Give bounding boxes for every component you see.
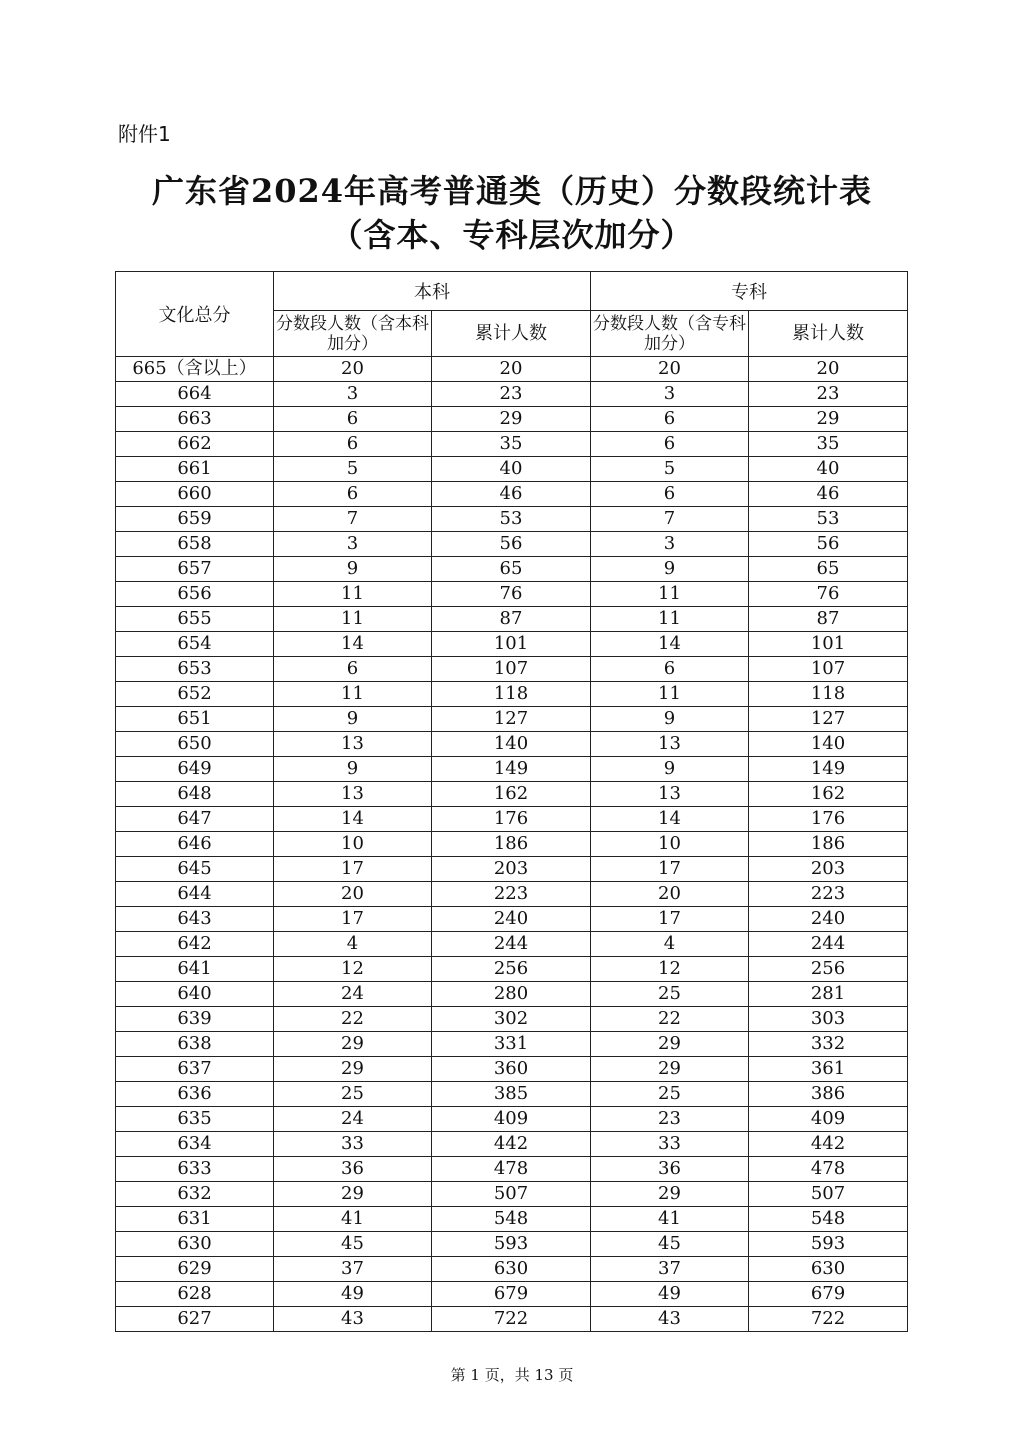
header-benke-cumulative: 累计人数 bbox=[432, 311, 591, 357]
zhuanke-segment-cell: 4 bbox=[591, 932, 749, 957]
zhuanke-segment-cell: 20 bbox=[591, 357, 749, 382]
score-cell: 630 bbox=[116, 1232, 274, 1257]
benke-cumulative-cell: 87 bbox=[432, 607, 591, 632]
zhuanke-segment-cell: 29 bbox=[591, 1032, 749, 1057]
score-cell: 652 bbox=[116, 682, 274, 707]
attachment-label: 附件1 bbox=[118, 122, 171, 146]
benke-cumulative-cell: 442 bbox=[432, 1132, 591, 1157]
score-cell: 661 bbox=[116, 457, 274, 482]
benke-cumulative-cell: 244 bbox=[432, 932, 591, 957]
page-footer: 第 1 页，共 13 页 bbox=[450, 1366, 574, 1384]
zhuanke-cumulative-cell: 722 bbox=[749, 1307, 908, 1332]
benke-cumulative-cell: 65 bbox=[432, 557, 591, 582]
score-cell: 664 bbox=[116, 382, 274, 407]
benke-cumulative-cell: 593 bbox=[432, 1232, 591, 1257]
zhuanke-segment-cell: 29 bbox=[591, 1182, 749, 1207]
benke-cumulative-cell: 56 bbox=[432, 532, 591, 557]
score-cell: 650 bbox=[116, 732, 274, 757]
benke-segment-cell: 3 bbox=[274, 532, 432, 557]
table-row bbox=[116, 1007, 908, 1032]
table-row bbox=[116, 682, 908, 707]
score-cell: 642 bbox=[116, 932, 274, 957]
score-cell: 632 bbox=[116, 1182, 274, 1207]
zhuanke-segment-cell: 7 bbox=[591, 507, 749, 532]
table-row bbox=[116, 857, 908, 882]
benke-segment-cell: 45 bbox=[274, 1232, 432, 1257]
benke-segment-cell: 6 bbox=[274, 432, 432, 457]
benke-segment-cell: 11 bbox=[274, 682, 432, 707]
score-cell: 639 bbox=[116, 1007, 274, 1032]
zhuanke-segment-cell: 23 bbox=[591, 1107, 749, 1132]
benke-cumulative-cell: 140 bbox=[432, 732, 591, 757]
zhuanke-cumulative-cell: 35 bbox=[749, 432, 908, 457]
benke-segment-cell: 17 bbox=[274, 857, 432, 882]
table-row bbox=[116, 407, 908, 432]
benke-cumulative-cell: 507 bbox=[432, 1182, 591, 1207]
zhuanke-cumulative-cell: 303 bbox=[749, 1007, 908, 1032]
zhuanke-cumulative-cell: 107 bbox=[749, 657, 908, 682]
benke-segment-cell: 29 bbox=[274, 1032, 432, 1057]
score-cell: 641 bbox=[116, 957, 274, 982]
table-row bbox=[116, 532, 908, 557]
benke-cumulative-cell: 548 bbox=[432, 1207, 591, 1232]
benke-segment-cell: 20 bbox=[274, 882, 432, 907]
score-cell: 640 bbox=[116, 982, 274, 1007]
score-cell: 662 bbox=[116, 432, 274, 457]
zhuanke-segment-cell: 22 bbox=[591, 1007, 749, 1032]
zhuanke-cumulative-cell: 65 bbox=[749, 557, 908, 582]
zhuanke-segment-cell: 3 bbox=[591, 382, 749, 407]
score-cell: 629 bbox=[116, 1257, 274, 1282]
benke-cumulative-cell: 478 bbox=[432, 1157, 591, 1182]
benke-cumulative-cell: 360 bbox=[432, 1057, 591, 1082]
benke-cumulative-cell: 101 bbox=[432, 632, 591, 657]
zhuanke-cumulative-cell: 281 bbox=[749, 982, 908, 1007]
benke-segment-cell: 4 bbox=[274, 932, 432, 957]
benke-segment-cell: 43 bbox=[274, 1307, 432, 1332]
table-row bbox=[116, 507, 908, 532]
zhuanke-segment-cell: 36 bbox=[591, 1157, 749, 1182]
score-cell: 645 bbox=[116, 857, 274, 882]
benke-segment-cell: 13 bbox=[274, 732, 432, 757]
zhuanke-cumulative-cell: 386 bbox=[749, 1082, 908, 1107]
table-row bbox=[116, 457, 908, 482]
zhuanke-segment-cell: 9 bbox=[591, 757, 749, 782]
zhuanke-segment-cell: 43 bbox=[591, 1307, 749, 1332]
benke-segment-cell: 3 bbox=[274, 382, 432, 407]
benke-segment-cell: 11 bbox=[274, 607, 432, 632]
benke-segment-cell: 33 bbox=[274, 1132, 432, 1157]
table-row bbox=[116, 1082, 908, 1107]
benke-cumulative-cell: 679 bbox=[432, 1282, 591, 1307]
benke-cumulative-cell: 240 bbox=[432, 907, 591, 932]
page-subtitle: （含本、专科层次加分） bbox=[330, 216, 694, 254]
zhuanke-segment-cell: 12 bbox=[591, 957, 749, 982]
zhuanke-cumulative-cell: 23 bbox=[749, 382, 908, 407]
benke-segment-cell: 13 bbox=[274, 782, 432, 807]
benke-cumulative-cell: 29 bbox=[432, 407, 591, 432]
benke-cumulative-cell: 331 bbox=[432, 1032, 591, 1057]
score-cell: 648 bbox=[116, 782, 274, 807]
benke-segment-cell: 6 bbox=[274, 482, 432, 507]
table-row bbox=[116, 1232, 908, 1257]
benke-cumulative-cell: 20 bbox=[432, 357, 591, 382]
zhuanke-cumulative-cell: 630 bbox=[749, 1257, 908, 1282]
table-row bbox=[116, 807, 908, 832]
benke-segment-cell: 25 bbox=[274, 1082, 432, 1107]
zhuanke-cumulative-cell: 507 bbox=[749, 1182, 908, 1207]
benke-cumulative-cell: 630 bbox=[432, 1257, 591, 1282]
score-cell: 631 bbox=[116, 1207, 274, 1232]
table-row bbox=[116, 1282, 908, 1307]
zhuanke-segment-cell: 14 bbox=[591, 632, 749, 657]
zhuanke-segment-cell: 6 bbox=[591, 432, 749, 457]
header-zhuanke: 专科 bbox=[591, 272, 908, 311]
benke-cumulative-cell: 107 bbox=[432, 657, 591, 682]
table-row bbox=[116, 1182, 908, 1207]
zhuanke-segment-cell: 13 bbox=[591, 732, 749, 757]
score-cell: 663 bbox=[116, 407, 274, 432]
benke-cumulative-cell: 23 bbox=[432, 382, 591, 407]
zhuanke-cumulative-cell: 409 bbox=[749, 1107, 908, 1132]
benke-segment-cell: 24 bbox=[274, 1107, 432, 1132]
score-cell: 636 bbox=[116, 1082, 274, 1107]
table-row bbox=[116, 782, 908, 807]
zhuanke-cumulative-cell: 244 bbox=[749, 932, 908, 957]
benke-segment-cell: 14 bbox=[274, 807, 432, 832]
zhuanke-cumulative-cell: 176 bbox=[749, 807, 908, 832]
score-cell: 637 bbox=[116, 1057, 274, 1082]
benke-cumulative-cell: 53 bbox=[432, 507, 591, 532]
header-zhuanke-segment: 分数段人数（含专科加分） bbox=[591, 311, 749, 357]
table-row bbox=[116, 657, 908, 682]
zhuanke-segment-cell: 10 bbox=[591, 832, 749, 857]
benke-segment-cell: 22 bbox=[274, 1007, 432, 1032]
benke-segment-cell: 29 bbox=[274, 1182, 432, 1207]
table-row bbox=[116, 607, 908, 632]
table-body bbox=[116, 357, 908, 1332]
benke-segment-cell: 9 bbox=[274, 757, 432, 782]
benke-segment-cell: 41 bbox=[274, 1207, 432, 1232]
header-zhuanke-cumulative: 累计人数 bbox=[749, 311, 908, 357]
zhuanke-segment-cell: 14 bbox=[591, 807, 749, 832]
page-title: 广东省2024年高考普通类（历史）分数段统计表 bbox=[151, 172, 873, 210]
table-row bbox=[116, 932, 908, 957]
benke-cumulative-cell: 162 bbox=[432, 782, 591, 807]
table-row bbox=[116, 1107, 908, 1132]
zhuanke-segment-cell: 9 bbox=[591, 557, 749, 582]
benke-cumulative-cell: 127 bbox=[432, 707, 591, 732]
score-cell: 660 bbox=[116, 482, 274, 507]
benke-cumulative-cell: 722 bbox=[432, 1307, 591, 1332]
score-cell: 633 bbox=[116, 1157, 274, 1182]
score-cell: 658 bbox=[116, 532, 274, 557]
table-row bbox=[116, 582, 908, 607]
zhuanke-segment-cell: 45 bbox=[591, 1232, 749, 1257]
table-row bbox=[116, 482, 908, 507]
score-cell: 654 bbox=[116, 632, 274, 657]
benke-cumulative-cell: 409 bbox=[432, 1107, 591, 1132]
table-row bbox=[116, 832, 908, 857]
zhuanke-cumulative-cell: 87 bbox=[749, 607, 908, 632]
zhuanke-segment-cell: 11 bbox=[591, 582, 749, 607]
table-row bbox=[116, 982, 908, 1007]
table-row bbox=[116, 882, 908, 907]
benke-segment-cell: 12 bbox=[274, 957, 432, 982]
score-cell: 659 bbox=[116, 507, 274, 532]
score-distribution-table bbox=[115, 271, 908, 1332]
table-row bbox=[116, 757, 908, 782]
table-row bbox=[116, 1257, 908, 1282]
zhuanke-segment-cell: 6 bbox=[591, 482, 749, 507]
table-row bbox=[116, 1057, 908, 1082]
benke-cumulative-cell: 35 bbox=[432, 432, 591, 457]
zhuanke-segment-cell: 49 bbox=[591, 1282, 749, 1307]
benke-segment-cell: 49 bbox=[274, 1282, 432, 1307]
table-row bbox=[116, 1307, 908, 1332]
zhuanke-cumulative-cell: 118 bbox=[749, 682, 908, 707]
table-row bbox=[116, 632, 908, 657]
score-cell: 647 bbox=[116, 807, 274, 832]
zhuanke-segment-cell: 6 bbox=[591, 657, 749, 682]
zhuanke-cumulative-cell: 240 bbox=[749, 907, 908, 932]
score-cell: 656 bbox=[116, 582, 274, 607]
benke-cumulative-cell: 176 bbox=[432, 807, 591, 832]
table-row bbox=[116, 557, 908, 582]
zhuanke-cumulative-cell: 20 bbox=[749, 357, 908, 382]
score-cell: 644 bbox=[116, 882, 274, 907]
zhuanke-cumulative-cell: 127 bbox=[749, 707, 908, 732]
zhuanke-cumulative-cell: 53 bbox=[749, 507, 908, 532]
benke-cumulative-cell: 302 bbox=[432, 1007, 591, 1032]
zhuanke-cumulative-cell: 56 bbox=[749, 532, 908, 557]
benke-segment-cell: 20 bbox=[274, 357, 432, 382]
score-cell: 628 bbox=[116, 1282, 274, 1307]
table-row bbox=[116, 732, 908, 757]
table-row bbox=[116, 1032, 908, 1057]
zhuanke-segment-cell: 41 bbox=[591, 1207, 749, 1232]
table-row bbox=[116, 907, 908, 932]
zhuanke-segment-cell: 17 bbox=[591, 907, 749, 932]
score-cell: 635 bbox=[116, 1107, 274, 1132]
zhuanke-cumulative-cell: 203 bbox=[749, 857, 908, 882]
benke-segment-cell: 10 bbox=[274, 832, 432, 857]
benke-cumulative-cell: 186 bbox=[432, 832, 591, 857]
zhuanke-segment-cell: 13 bbox=[591, 782, 749, 807]
zhuanke-segment-cell: 33 bbox=[591, 1132, 749, 1157]
score-cell: 653 bbox=[116, 657, 274, 682]
benke-cumulative-cell: 203 bbox=[432, 857, 591, 882]
zhuanke-segment-cell: 6 bbox=[591, 407, 749, 432]
table-row bbox=[116, 957, 908, 982]
benke-segment-cell: 24 bbox=[274, 982, 432, 1007]
score-cell: 655 bbox=[116, 607, 274, 632]
score-cell: 634 bbox=[116, 1132, 274, 1157]
header-score: 文化总分 bbox=[116, 272, 274, 357]
zhuanke-cumulative-cell: 361 bbox=[749, 1057, 908, 1082]
benke-segment-cell: 37 bbox=[274, 1257, 432, 1282]
zhuanke-segment-cell: 17 bbox=[591, 857, 749, 882]
table-row bbox=[116, 432, 908, 457]
zhuanke-segment-cell: 11 bbox=[591, 682, 749, 707]
benke-cumulative-cell: 149 bbox=[432, 757, 591, 782]
benke-cumulative-cell: 118 bbox=[432, 682, 591, 707]
score-cell: 643 bbox=[116, 907, 274, 932]
zhuanke-cumulative-cell: 101 bbox=[749, 632, 908, 657]
header-benke: 本科 bbox=[274, 272, 591, 311]
zhuanke-cumulative-cell: 332 bbox=[749, 1032, 908, 1057]
zhuanke-cumulative-cell: 478 bbox=[749, 1157, 908, 1182]
benke-cumulative-cell: 385 bbox=[432, 1082, 591, 1107]
zhuanke-cumulative-cell: 140 bbox=[749, 732, 908, 757]
benke-cumulative-cell: 40 bbox=[432, 457, 591, 482]
score-cell: 646 bbox=[116, 832, 274, 857]
benke-cumulative-cell: 46 bbox=[432, 482, 591, 507]
benke-segment-cell: 36 bbox=[274, 1157, 432, 1182]
zhuanke-cumulative-cell: 186 bbox=[749, 832, 908, 857]
score-cell: 638 bbox=[116, 1032, 274, 1057]
header-benke-segment: 分数段人数（含本科加分） bbox=[274, 311, 432, 357]
benke-segment-cell: 7 bbox=[274, 507, 432, 532]
benke-segment-cell: 14 bbox=[274, 632, 432, 657]
zhuanke-cumulative-cell: 162 bbox=[749, 782, 908, 807]
score-cell: 627 bbox=[116, 1307, 274, 1332]
benke-segment-cell: 17 bbox=[274, 907, 432, 932]
zhuanke-segment-cell: 37 bbox=[591, 1257, 749, 1282]
zhuanke-segment-cell: 25 bbox=[591, 982, 749, 1007]
zhuanke-segment-cell: 5 bbox=[591, 457, 749, 482]
table-row bbox=[116, 382, 908, 407]
benke-cumulative-cell: 256 bbox=[432, 957, 591, 982]
zhuanke-cumulative-cell: 40 bbox=[749, 457, 908, 482]
benke-cumulative-cell: 223 bbox=[432, 882, 591, 907]
zhuanke-cumulative-cell: 548 bbox=[749, 1207, 908, 1232]
zhuanke-segment-cell: 9 bbox=[591, 707, 749, 732]
zhuanke-segment-cell: 3 bbox=[591, 532, 749, 557]
benke-segment-cell: 9 bbox=[274, 557, 432, 582]
table-row bbox=[116, 707, 908, 732]
score-cell: 665（含以上） bbox=[116, 357, 274, 382]
table-row bbox=[116, 357, 908, 382]
zhuanke-cumulative-cell: 46 bbox=[749, 482, 908, 507]
benke-segment-cell: 29 bbox=[274, 1057, 432, 1082]
benke-segment-cell: 5 bbox=[274, 457, 432, 482]
score-cell: 649 bbox=[116, 757, 274, 782]
zhuanke-cumulative-cell: 149 bbox=[749, 757, 908, 782]
table-row bbox=[116, 1132, 908, 1157]
table-row bbox=[116, 1157, 908, 1182]
zhuanke-cumulative-cell: 442 bbox=[749, 1132, 908, 1157]
zhuanke-segment-cell: 20 bbox=[591, 882, 749, 907]
benke-segment-cell: 6 bbox=[274, 407, 432, 432]
benke-segment-cell: 6 bbox=[274, 657, 432, 682]
benke-cumulative-cell: 280 bbox=[432, 982, 591, 1007]
score-cell: 651 bbox=[116, 707, 274, 732]
benke-segment-cell: 11 bbox=[274, 582, 432, 607]
zhuanke-cumulative-cell: 256 bbox=[749, 957, 908, 982]
benke-segment-cell: 9 bbox=[274, 707, 432, 732]
zhuanke-cumulative-cell: 223 bbox=[749, 882, 908, 907]
zhuanke-cumulative-cell: 679 bbox=[749, 1282, 908, 1307]
zhuanke-segment-cell: 11 bbox=[591, 607, 749, 632]
score-cell: 657 bbox=[116, 557, 274, 582]
benke-cumulative-cell: 76 bbox=[432, 582, 591, 607]
zhuanke-segment-cell: 25 bbox=[591, 1082, 749, 1107]
zhuanke-segment-cell: 29 bbox=[591, 1057, 749, 1082]
zhuanke-cumulative-cell: 593 bbox=[749, 1232, 908, 1257]
zhuanke-cumulative-cell: 29 bbox=[749, 407, 908, 432]
zhuanke-cumulative-cell: 76 bbox=[749, 582, 908, 607]
table-row bbox=[116, 1207, 908, 1232]
